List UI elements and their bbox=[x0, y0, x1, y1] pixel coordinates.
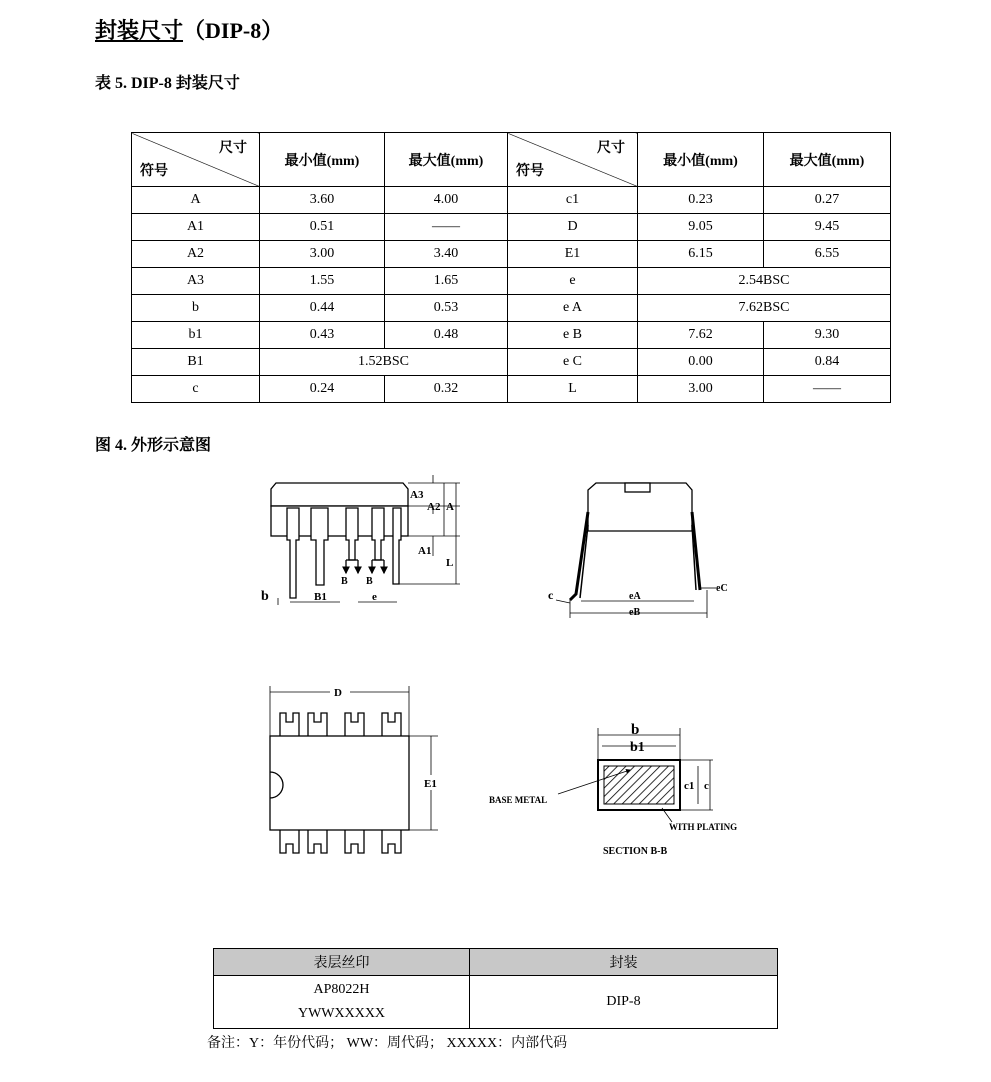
max-value-cell: 9.45 bbox=[764, 214, 891, 241]
dim-label-L: L bbox=[446, 557, 454, 569]
max-value-cell: 6.55 bbox=[764, 241, 891, 268]
marking-cell bbox=[214, 976, 470, 1029]
dim-label-b: b bbox=[261, 589, 269, 604]
section-title-label: SECTION B-B bbox=[603, 846, 668, 857]
symbol-cell: b bbox=[132, 295, 260, 322]
symbol-cell: A2 bbox=[132, 241, 260, 268]
marking-header-row bbox=[214, 949, 778, 976]
max-value-cell: 0.27 bbox=[764, 187, 891, 214]
corner-size-label: 尺寸 bbox=[219, 141, 247, 156]
package-cell: DIP-8 bbox=[470, 976, 778, 1029]
symbol-cell: b1 bbox=[132, 322, 260, 349]
min-value-cell: 0.24 bbox=[260, 376, 385, 403]
min-value-cell: 6.15 bbox=[638, 241, 764, 268]
dim-label-b-section: b bbox=[631, 722, 640, 738]
symbol-cell: D bbox=[508, 214, 638, 241]
symbol-cell: e bbox=[508, 268, 638, 295]
max-value-cell: 0.84 bbox=[764, 349, 891, 376]
symbol-cell: A3 bbox=[132, 268, 260, 295]
min-value-cell: 0.51 bbox=[260, 214, 385, 241]
dim-label-c-side: c bbox=[548, 588, 554, 602]
symbol-cell: e A bbox=[508, 295, 638, 322]
bsc-value-cell: 2.54BSC bbox=[638, 268, 891, 295]
max-value-cell: 4.00 bbox=[385, 187, 508, 214]
dim-label-A3: A3 bbox=[410, 489, 424, 501]
dim-label-eB: eB bbox=[629, 607, 641, 618]
min-value-cell: 0.23 bbox=[638, 187, 764, 214]
dim-label-b1-section: b1 bbox=[630, 740, 645, 755]
symbol-cell: c bbox=[132, 376, 260, 403]
max-value-cell: 1.65 bbox=[385, 268, 508, 295]
min-value-cell: 0.00 bbox=[638, 349, 764, 376]
marking-table bbox=[213, 948, 778, 1029]
max-value-cell: 0.48 bbox=[385, 322, 508, 349]
marking-note: 备注：Y：年份代码； WW：周代码； XXXXX：内部代码 bbox=[207, 1036, 568, 1051]
max-value-cell: —— bbox=[385, 214, 508, 241]
dim-label-c1-section: c1 bbox=[684, 780, 695, 792]
min-value-cell: 3.00 bbox=[260, 241, 385, 268]
min-value-cell: 0.43 bbox=[260, 322, 385, 349]
symbol-cell: e B bbox=[508, 322, 638, 349]
corner-symbol-label: 符号 bbox=[516, 164, 544, 179]
marking-header: 表层丝印 bbox=[214, 949, 470, 976]
with-plating-label: WITH PLATING bbox=[669, 822, 738, 832]
max-value-cell: 0.53 bbox=[385, 295, 508, 322]
section-mark-B-left: B bbox=[341, 576, 348, 587]
max-value-cell: —— bbox=[764, 376, 891, 403]
min-value-cell: 0.44 bbox=[260, 295, 385, 322]
max-value-cell: 9.30 bbox=[764, 322, 891, 349]
min-value-cell: 3.60 bbox=[260, 187, 385, 214]
page-title-suffix: （DIP-8） bbox=[183, 18, 284, 43]
package-header: 封装 bbox=[470, 949, 778, 976]
symbol-cell: B1 bbox=[132, 349, 260, 376]
section-mark-B-right: B bbox=[366, 576, 373, 587]
dim-label-A: A bbox=[446, 501, 454, 513]
min-header-left: 最小值(mm) bbox=[260, 133, 385, 187]
symbol-cell: A1 bbox=[132, 214, 260, 241]
max-value-cell: 0.32 bbox=[385, 376, 508, 403]
min-value-cell: 3.00 bbox=[638, 376, 764, 403]
min-header-right: 最小值(mm) bbox=[638, 133, 764, 187]
marking-line-2: YWWXXXXX bbox=[297, 1006, 386, 1021]
base-metal-label: BASE METAL bbox=[489, 795, 548, 805]
symbol-cell: E1 bbox=[508, 241, 638, 268]
marking-line-1: AP8022H bbox=[313, 982, 370, 997]
page-title-main: 封装尺寸 bbox=[95, 18, 184, 43]
symbol-cell: L bbox=[508, 376, 638, 403]
table-caption: 表 5. DIP-8 封装尺寸 bbox=[95, 75, 240, 92]
dim-label-E1: E1 bbox=[424, 778, 437, 790]
max-header-left: 最大值(mm) bbox=[385, 133, 508, 187]
corner-symbol-label: 符号 bbox=[140, 164, 168, 179]
symbol-cell: e C bbox=[508, 349, 638, 376]
dim-label-c-section: c bbox=[704, 780, 709, 792]
dim-label-eA: eA bbox=[629, 591, 641, 602]
symbol-cell: A bbox=[132, 187, 260, 214]
dim-label-A1: A1 bbox=[418, 545, 432, 557]
dim-label-A2: A2 bbox=[427, 501, 441, 513]
min-value-cell: 9.05 bbox=[638, 214, 764, 241]
figure-caption: 图 4. 外形示意图 bbox=[95, 437, 212, 454]
dim-label-eC: eC bbox=[716, 583, 728, 594]
bsc-value-cell: 7.62BSC bbox=[638, 295, 891, 322]
bsc-value-cell: 1.52BSC bbox=[260, 349, 508, 376]
top-view bbox=[270, 686, 438, 853]
min-value-cell: 1.55 bbox=[260, 268, 385, 295]
dim-label-e: e bbox=[372, 591, 377, 603]
min-value-cell: 7.62 bbox=[638, 322, 764, 349]
max-header-right: 最大值(mm) bbox=[764, 133, 891, 187]
symbol-cell: c1 bbox=[508, 187, 638, 214]
corner-size-label: 尺寸 bbox=[597, 141, 625, 156]
dim-label-B1: B1 bbox=[314, 591, 327, 603]
marking-body-row bbox=[214, 976, 778, 1029]
max-value-cell: 3.40 bbox=[385, 241, 508, 268]
dim-label-D: D bbox=[334, 687, 342, 699]
